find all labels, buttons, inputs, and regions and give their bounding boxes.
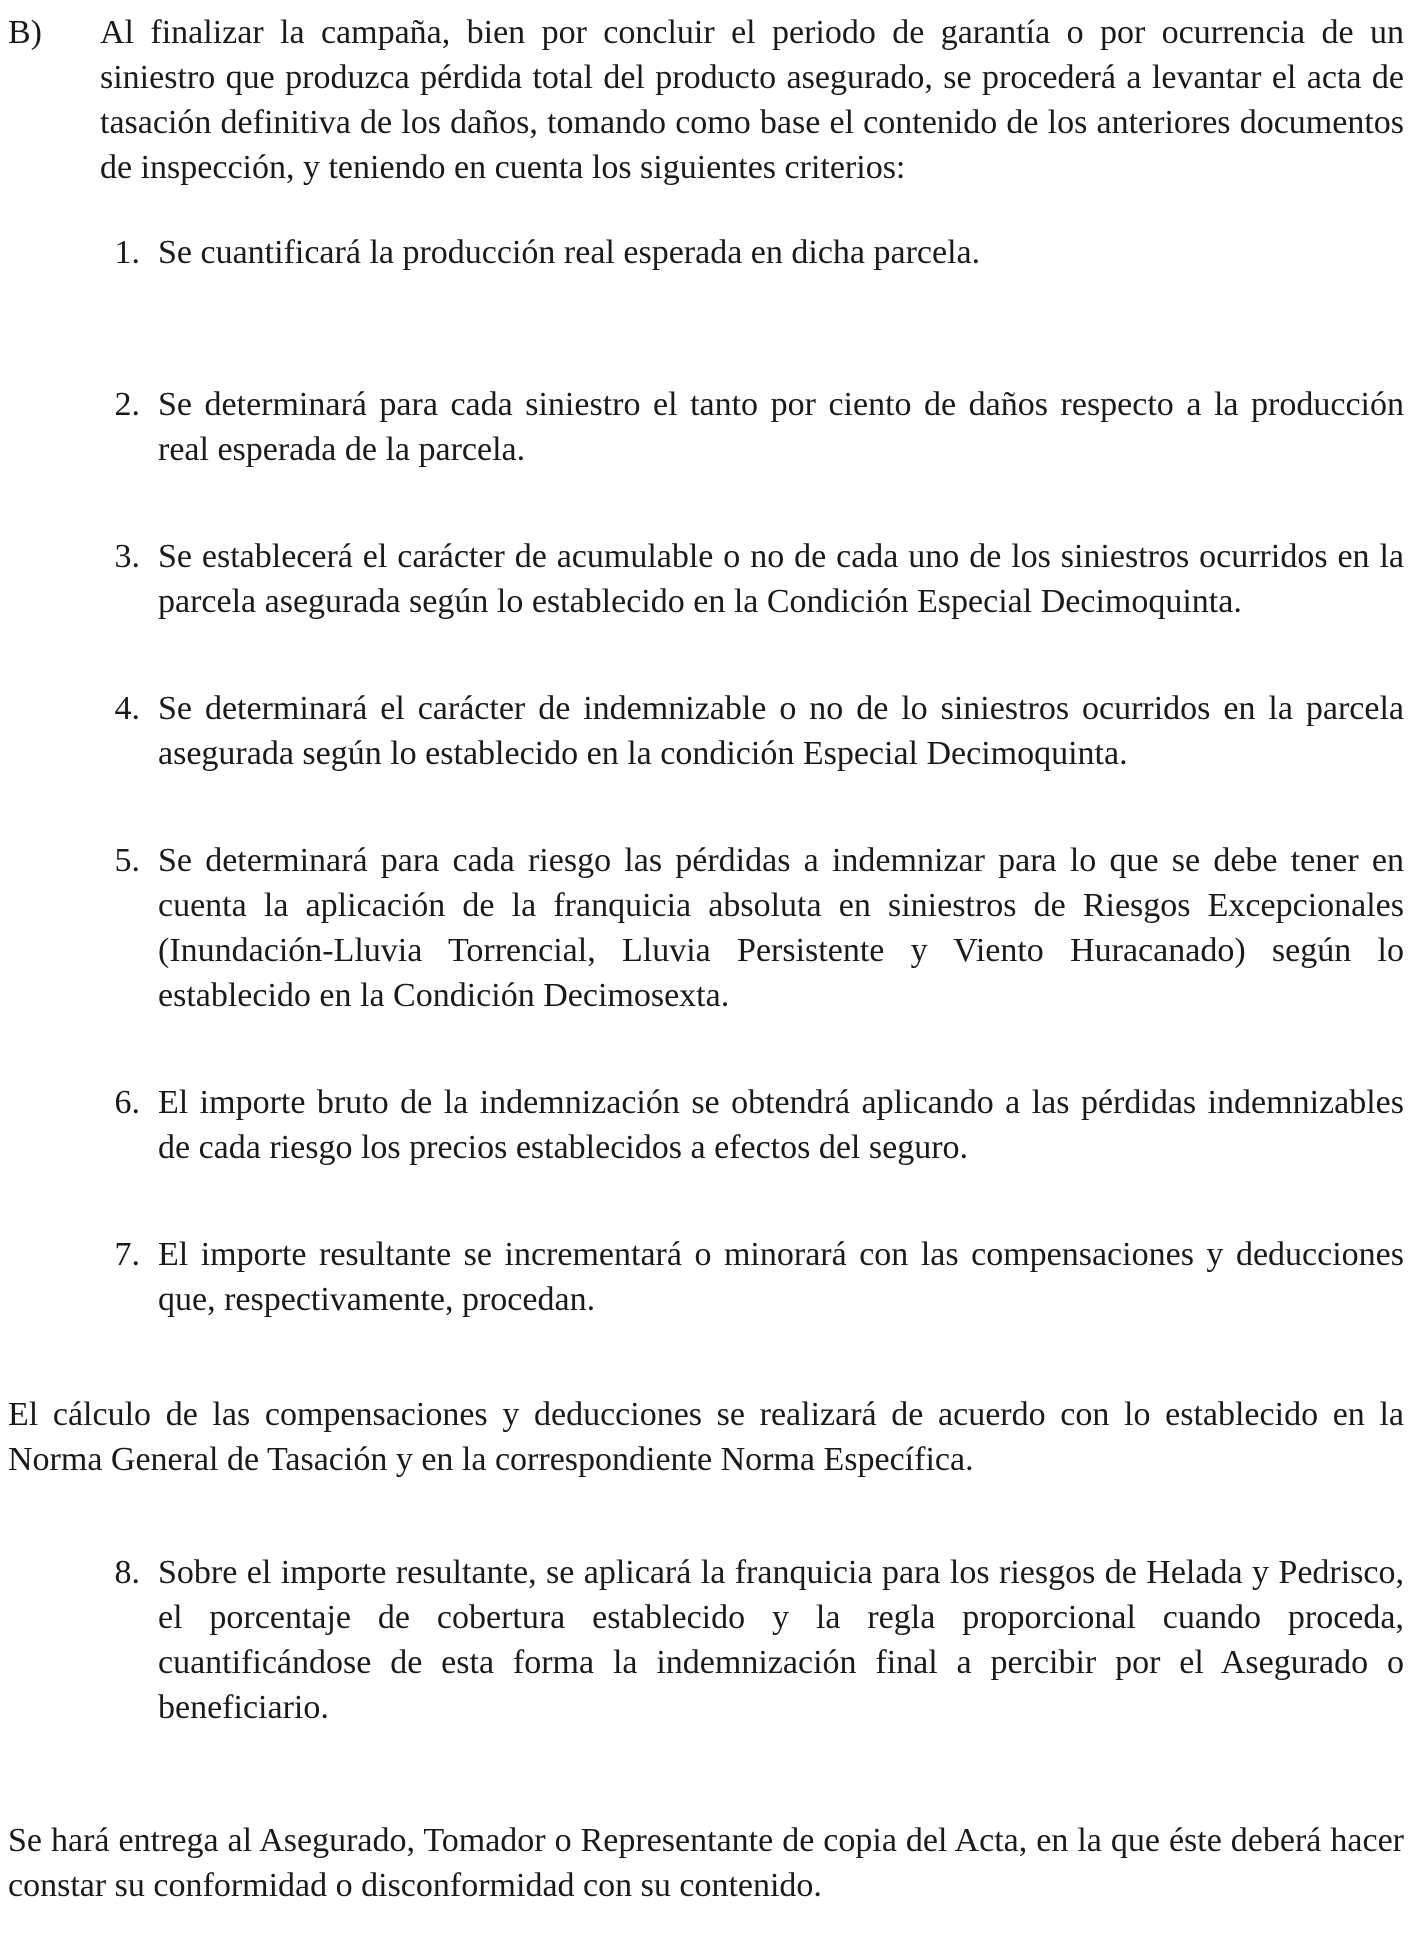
criteria-item-1	[100, 230, 1404, 275]
criteria-item-5	[100, 838, 1404, 1018]
item-number: 2.	[114, 386, 140, 423]
criteria-item-3	[100, 534, 1404, 624]
item-number: 1.	[114, 234, 140, 271]
item-number: 4.	[114, 690, 140, 727]
item-text: Se determinará el carácter de indemnizable o no de lo siniestros ocurridos en la parcela asegurada según lo establecido en la condición Especial Decimoquinta.	[158, 690, 1404, 772]
item-number: 8.	[114, 1554, 140, 1591]
section-marker: B)	[8, 14, 42, 51]
calculation-paragraph: El cálculo de las compensaciones y deducciones se realizará de acuerdo con lo establecido en la Norma General de Tasación y en la correspondiente Norma Específica.	[8, 1396, 1404, 1478]
item-text: Sobre el importe resultante, se aplicará la franquicia para los riesgos de Helada y Pedrisco, el porcentaje de cobertura establecido y la regla proporcional cuando proceda, cuantificándose de esta forma la indemnización final a percibir por el Asegurado o beneficiario.	[158, 1554, 1404, 1726]
item-number: 3.	[114, 538, 140, 575]
section-b	[8, 10, 1404, 190]
item-text: El importe resultante se incrementará o minorará con las compensaciones y deducciones que, respectivamente, procedan.	[158, 1236, 1404, 1318]
item-number: 6.	[114, 1084, 140, 1121]
criteria-item-6	[100, 1080, 1404, 1170]
item-text: Se determinará para cada riesgo las pérdidas a indemnizar para lo que se debe tener en cuenta la aplicación de la franquicia absoluta en siniestros de Riesgos Excepcionales (Inundación-Lluvia Torrencial, Lluvia Persistente y Viento Huracanado) según lo establecido en la Condición Decimosexta.	[158, 842, 1404, 1014]
item-number: 7.	[114, 1236, 140, 1273]
closing-paragraph: Se hará entrega al Asegurado, Tomador o Representante de copia del Acta, en la que éste deberá hacer constar su conformidad o disconformidad con su contenido.	[8, 1822, 1404, 1904]
item-text: Se cuantificará la producción real esperada en dicha parcela.	[158, 234, 981, 271]
criteria-item-4	[100, 686, 1404, 776]
item-text: El importe bruto de la indemnización se obtendrá aplicando a las pérdidas indemnizables de cada riesgo los precios establecidos a efectos del seguro.	[158, 1084, 1404, 1166]
criteria-item-7	[100, 1232, 1404, 1322]
criteria-item-8	[100, 1550, 1404, 1730]
section-b-text: Al finalizar la campaña, bien por concluir el periodo de garantía o por ocurrencia de un siniestro que produzca pérdida total del producto asegurado, se procederá a levantar el acta de tasación definitiva de los daños, tomando como base el contenido de los anteriores documentos de inspección, y teniendo en cuenta los siguientes criterios:	[100, 14, 1404, 186]
item-number: 5.	[114, 842, 140, 879]
item-text: Se establecerá el carácter de acumulable o no de cada uno de los siniestros ocurridos en la parcela asegurada según lo establecido en la Condición Especial Decimoquinta.	[158, 538, 1404, 620]
criteria-item-2	[100, 382, 1404, 472]
item-text: Se determinará para cada siniestro el tanto por ciento de daños respecto a la producción real esperada de la parcela.	[158, 386, 1404, 468]
